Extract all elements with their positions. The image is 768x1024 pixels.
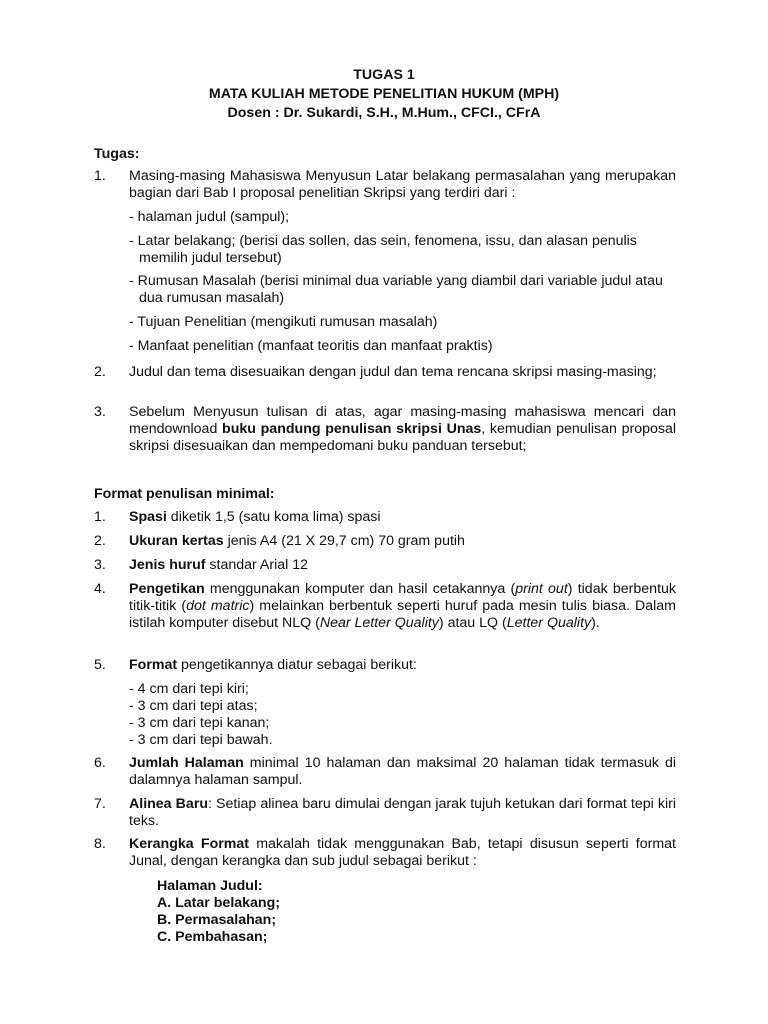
format-item-5: [94, 657, 676, 674]
item-number: 4.: [94, 581, 106, 597]
item-number: 3.: [94, 404, 106, 420]
item-desc: ) tidak berbentuk titik-titik (: [129, 581, 676, 614]
item-desc: menggunakan komputer dan hasil cetakannya (: [204, 581, 516, 597]
format-heading: Format penulisan minimal:: [94, 486, 275, 502]
item-number: 6.: [94, 755, 106, 771]
item-text-part: Sebelum Menyusun tulisan di atas, agar masing-masing mahasiswa mencari dan mendownload: [129, 404, 676, 437]
item-text: [129, 755, 676, 789]
format-item-1: [94, 509, 676, 526]
document-header: [0, 66, 768, 123]
item-text-part: , kemudian penulisan proposal skripsi disesuaikan dan mempedomani buku panduan tersebut;: [129, 421, 677, 454]
item-text: Masing-masing Mahasiswa Menyusun Latar belakang permasalahan yang merupakan bagian dari Bab I proposal penelitian Skripsi yang terdiri dari :: [129, 168, 676, 201]
item-desc: standar Arial 12: [205, 557, 308, 573]
format-item-7: [94, 796, 676, 830]
item-text: [129, 557, 676, 574]
tugas-sub-5: [129, 338, 677, 355]
item-text: [129, 533, 676, 550]
outline-list: [157, 878, 280, 946]
item-term: Jumlah Halaman: [129, 755, 244, 771]
outline-item-b: B. Permasalahan;: [157, 912, 277, 928]
tugas-item-1: [94, 168, 676, 202]
margin-bottom-item: - 3 cm dari tepi bawah.: [129, 732, 273, 748]
sub-item: - Tujuan Penelitian (mengikuti rumusan masalah): [129, 314, 438, 330]
item-number: 3.: [94, 557, 106, 573]
tugas-item-2: [94, 364, 676, 381]
item-term: Format: [129, 657, 178, 673]
item-italic: dot matric: [186, 598, 250, 614]
item-text-bold: buku pandung penulisan skripsi Unas: [222, 421, 482, 437]
item-desc: makalah tidak menggunakan Bab, tetapi disusun seperti format Junal, dengan kerangka dan sub judul sebagai berikut :: [129, 836, 676, 869]
item-text: [129, 796, 676, 830]
format-item-8: [94, 836, 676, 870]
sub-item: - Rumusan Masalah (berisi minimal dua variable yang diambil dari variable judul atau dua rumusan masalah): [129, 273, 663, 306]
item-text: [129, 581, 676, 632]
item-desc: ) atau LQ (: [438, 615, 507, 631]
item-term: Spasi: [129, 509, 167, 525]
margin-left-item: - 4 cm dari tepi kiri;: [129, 681, 249, 697]
header-course: MATA KULIAH METODE PENELITIAN HUKUM (MPH): [208, 86, 560, 102]
margin-top-item: - 3 cm dari tepi atas;: [129, 698, 258, 714]
tugas-sub-4: [129, 314, 677, 331]
format-item-3: [94, 557, 676, 574]
item-italic: Near Letter Quality: [319, 615, 439, 631]
margin-list: [129, 681, 677, 749]
item-italic: print out: [515, 581, 568, 597]
item-term: Pengetikan: [129, 581, 205, 597]
item-term: Ukuran kertas: [129, 533, 224, 549]
format-item-2: [94, 533, 676, 550]
item-desc: minimal 10 halaman dan maksimal 20 halaman tidak termasuk di dalamnya halaman sampul.: [129, 755, 676, 788]
tugas-sub-1: [129, 209, 677, 226]
item-text: Judul dan tema disesuaikan dengan judul dan tema rencana skripsi masing-masing;: [129, 364, 657, 380]
sub-item: - Latar belakang; (berisi das sollen, das sein, fenomena, issu, dan alasan penulis memilih judul tersebut): [129, 233, 637, 266]
item-desc: jenis A4 (21 X 29,7 cm) 70 gram putih: [223, 533, 465, 549]
item-term: Jenis huruf: [129, 557, 206, 573]
tugas-sub-2: [129, 233, 677, 267]
item-desc: pengetikannya diatur sebagai berikut:: [177, 657, 417, 673]
item-number: 1.: [94, 168, 106, 184]
item-number: 7.: [94, 796, 106, 812]
header-title: TUGAS 1: [353, 67, 415, 83]
item-number: 1.: [94, 509, 106, 525]
margin-right-item: - 3 cm dari tepi kanan;: [129, 715, 270, 731]
item-term: Kerangka Format: [129, 836, 249, 852]
item-desc: diketik 1,5 (satu koma lima) spasi: [166, 509, 381, 525]
item-text: [129, 404, 676, 455]
format-item-4: [94, 581, 676, 632]
item-number: 2.: [94, 533, 106, 549]
item-term: Alinea Baru: [129, 796, 209, 812]
item-number: 8.: [94, 836, 106, 852]
tugas-item-3: [94, 404, 676, 455]
item-desc: ).: [591, 615, 600, 631]
item-italic: Letter Quality: [506, 615, 592, 631]
outline-item-a: A. Latar belakang;: [157, 895, 280, 911]
outline-title: Halaman Judul:: [157, 878, 263, 894]
item-text: [129, 509, 676, 526]
item-text: [129, 836, 676, 870]
format-item-6: [94, 755, 676, 789]
item-number: 5.: [94, 657, 106, 673]
item-number: 2.: [94, 364, 106, 380]
outline-item-c: C. Pembahasan;: [157, 929, 268, 945]
tugas-heading: Tugas:: [94, 146, 140, 162]
item-text: [129, 657, 676, 674]
sub-item: - halaman judul (sampul);: [129, 209, 290, 225]
header-lecturer: Dosen : Dr. Sukardi, S.H., M.Hum., CFCI., CFrA: [227, 105, 541, 121]
item-desc: : Setiap alinea baru dimulai dengan jarak tujuh ketukan dari format tepi kiri teks.: [129, 796, 677, 829]
item-desc: ) melainkan berbentuk seperti huruf pada mesin tulis biasa. Dalam istilah komputer disebut NLQ (: [129, 598, 676, 631]
tugas-sub-3: [129, 273, 677, 307]
sub-item: - Manfaat penelitian (manfaat teoritis dan manfaat praktis): [129, 338, 493, 354]
